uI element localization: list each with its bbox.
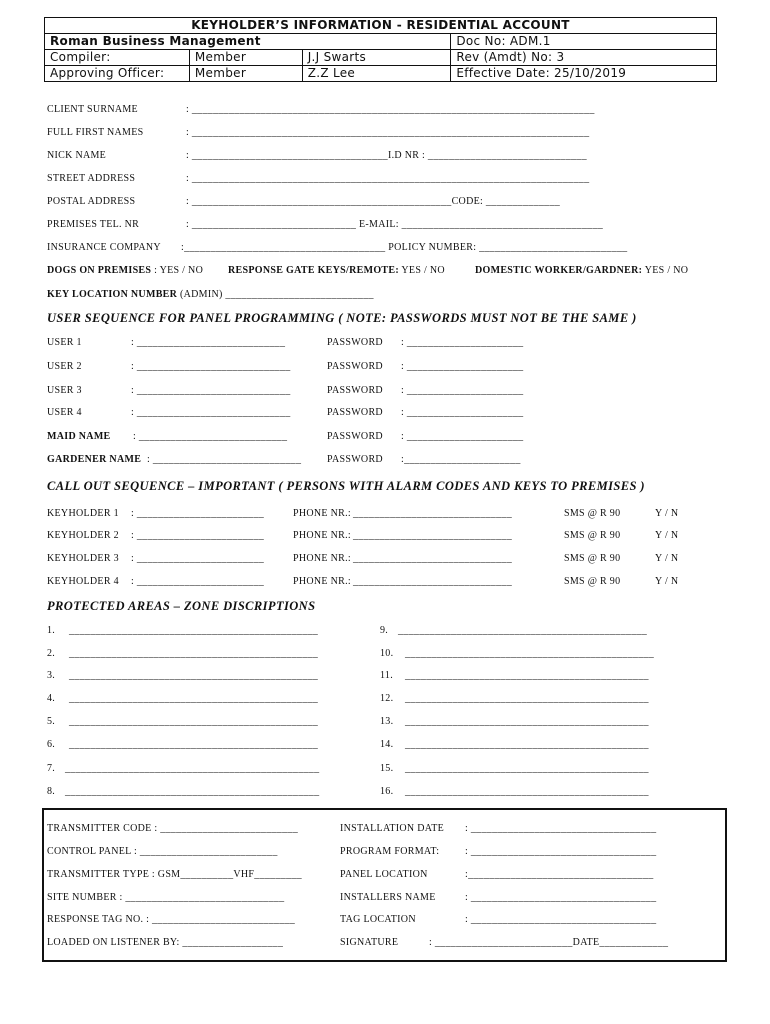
phone-field[interactable]: ______________________________ xyxy=(353,508,512,519)
keyholder-name-field[interactable]: : ________________________ xyxy=(131,530,265,541)
installation-right-label: PROGRAM FORMAT: xyxy=(340,846,440,857)
zone-description-field[interactable]: _______________________________________________ xyxy=(69,693,319,704)
user-label: USER 3 xyxy=(47,385,82,396)
worker-group xyxy=(475,265,688,276)
client-surname-field[interactable]: : ____________________________________________________________________________ xyxy=(186,104,595,115)
user-sequence-heading: USER SEQUENCE FOR PANEL PROGRAMMING ( NOTE: PASSWORDS MUST NOT BE THE SAME ) xyxy=(47,311,637,325)
keyholder-name-field[interactable]: : ________________________ xyxy=(131,508,265,519)
zone-number: 16. xyxy=(380,786,394,797)
key-location-field[interactable]: (ADMIN) ____________________________ xyxy=(177,289,374,300)
zones-heading: PROTECTED AREAS – ZONE DISCRIPTIONS xyxy=(47,599,316,613)
zone-description-field[interactable]: ______________________________________________ xyxy=(405,716,649,727)
gate-keys-label: RESPONSE GATE KEYS/REMOTE: xyxy=(228,265,399,276)
installation-right-field[interactable]: : ___________________________________ xyxy=(465,892,657,903)
doc-number: Doc No: ADM.1 xyxy=(451,34,717,50)
keyholder-label: KEYHOLDER 1 xyxy=(47,508,119,519)
approving-role: Member xyxy=(189,66,302,82)
nick-name-id-field[interactable]: : _____________________________________I.D NR : ______________________________ xyxy=(186,150,587,161)
zone-description-field[interactable]: ______________________________________________ xyxy=(405,786,649,797)
header-table xyxy=(44,17,717,82)
key-location-label: KEY LOCATION NUMBER xyxy=(47,289,178,300)
street-address-label: STREET ADDRESS xyxy=(47,173,136,184)
zone-description-field[interactable]: _______________________________________________ xyxy=(69,670,319,681)
insurance-label: INSURANCE COMPANY xyxy=(47,242,161,253)
zone-number: 3. xyxy=(47,670,56,681)
dogs-label: DOGS ON PREMISES xyxy=(47,265,152,276)
zone-description-field[interactable]: ________________________________________________ xyxy=(65,786,320,797)
zone-description-field[interactable]: ______________________________________________ xyxy=(405,763,649,774)
form-title: KEYHOLDER’S INFORMATION - RESIDENTIAL ACCOUNT xyxy=(45,18,717,34)
nick-name-label: NICK NAME xyxy=(47,150,107,161)
revision-number: Rev (Amdt) No: 3 xyxy=(451,50,717,66)
phone-label: PHONE NR.: xyxy=(293,530,352,541)
zone-number: 8. xyxy=(47,786,56,797)
password-label: PASSWORD xyxy=(327,361,383,372)
call-out-heading: CALL OUT SEQUENCE – IMPORTANT ( PERSONS WITH ALARM CODES AND KEYS TO PREMISES ) xyxy=(47,479,645,493)
phone-field[interactable]: ______________________________ xyxy=(353,530,512,541)
password-field[interactable]: : ______________________ xyxy=(401,361,524,372)
zone-number: 2. xyxy=(47,648,56,659)
zone-description-field[interactable]: _______________________________________________ xyxy=(69,625,319,636)
company-name: Roman Business Management xyxy=(45,34,451,50)
user-label: GARDENER NAME xyxy=(47,454,142,465)
approving-name: Z.Z Lee xyxy=(302,66,451,82)
zone-number: 6. xyxy=(47,739,56,750)
zone-number: 11. xyxy=(380,670,394,681)
keyholder-label: KEYHOLDER 3 xyxy=(47,553,119,564)
premises-tel-label: PREMISES TEL. NR xyxy=(47,219,140,230)
installation-right-label: INSTALLATION DATE xyxy=(340,823,445,834)
password-field[interactable]: : ______________________ xyxy=(401,385,524,396)
user-label: USER 4 xyxy=(47,407,82,418)
compiler-label: Compiler: xyxy=(45,50,190,66)
password-label: PASSWORD xyxy=(327,431,383,442)
yes-no-option[interactable]: Y / N xyxy=(655,508,679,519)
phone-field[interactable]: ______________________________ xyxy=(353,553,512,564)
phone-field[interactable]: ______________________________ xyxy=(353,576,512,587)
key-location-group xyxy=(47,289,374,300)
user-name-field[interactable]: : ____________________________ xyxy=(131,337,286,348)
zone-number: 12. xyxy=(380,693,394,704)
keyholder-name-field[interactable]: : ________________________ xyxy=(131,576,265,587)
user-name-field[interactable]: : _____________________________ xyxy=(131,385,291,396)
zone-description-field[interactable]: ______________________________________________ xyxy=(405,739,649,750)
password-label: PASSWORD xyxy=(327,454,383,465)
phone-label: PHONE NR.: xyxy=(293,576,352,587)
compiler-role: Member xyxy=(189,50,302,66)
installation-right-label: INSTALLERS NAME xyxy=(340,892,436,903)
sms-option[interactable]: SMS @ R 90 xyxy=(564,530,621,541)
user-name-field[interactable]: : _____________________________ xyxy=(131,407,291,418)
zone-number: 1. xyxy=(47,625,56,636)
installation-left-field[interactable]: CONTROL PANEL : __________________________ xyxy=(47,846,278,857)
postal-address-label: POSTAL ADDRESS xyxy=(47,196,136,207)
approving-label: Approving Officer: xyxy=(45,66,190,82)
domestic-worker-yes-no[interactable]: YES / NO xyxy=(642,265,689,276)
phone-label: PHONE NR.: xyxy=(293,553,352,564)
installation-right-label: TAG LOCATION xyxy=(340,914,416,925)
yes-no-option[interactable]: Y / N xyxy=(655,576,679,587)
installation-left-field[interactable]: TRANSMITTER TYPE : GSM__________VHF_________ xyxy=(47,869,302,880)
zone-number: 14. xyxy=(380,739,394,750)
client-surname-label: CLIENT SURNAME xyxy=(47,104,138,115)
password-label: PASSWORD xyxy=(327,385,383,396)
zone-number: 5. xyxy=(47,716,56,727)
zone-description-field[interactable]: _______________________________________________ xyxy=(69,739,319,750)
user-label: MAID NAME xyxy=(47,431,111,442)
sms-option[interactable]: SMS @ R 90 xyxy=(564,508,621,519)
domestic-worker-label: DOMESTIC WORKER/GARDNER: xyxy=(475,265,643,276)
first-names-field[interactable]: : ___________________________________________________________________________ xyxy=(186,127,590,138)
user-name-field[interactable]: : ____________________________ xyxy=(133,431,288,442)
first-names-label: FULL FIRST NAMES xyxy=(47,127,144,138)
password-label: PASSWORD xyxy=(327,407,383,418)
yes-no-option[interactable]: Y / N xyxy=(655,530,679,541)
zone-description-field[interactable]: _______________________________________________ xyxy=(69,716,319,727)
password-field[interactable]: : ______________________ xyxy=(401,407,524,418)
installation-right-field[interactable]: : ___________________________________ xyxy=(465,914,657,925)
password-field[interactable]: : ______________________ xyxy=(401,431,524,442)
premises-tel-email-field[interactable]: : _______________________________ E-MAIL: ______________________________________ xyxy=(186,219,604,230)
user-name-field[interactable]: : ____________________________ xyxy=(147,454,302,465)
installation-left-field[interactable]: SITE NUMBER : ______________________________ xyxy=(47,892,285,903)
installation-left-field[interactable]: TRANSMITTER CODE : __________________________ xyxy=(47,823,298,834)
zone-description-field[interactable]: _______________________________________________ xyxy=(69,648,319,659)
zone-description-field[interactable]: _______________________________________________ xyxy=(398,625,648,636)
zone-number: 13. xyxy=(380,716,394,727)
sms-option[interactable]: SMS @ R 90 xyxy=(564,553,621,564)
installation-left-field[interactable]: LOADED ON LISTENER BY: ___________________ xyxy=(47,937,284,948)
zone-description-field[interactable]: ______________________________________________ xyxy=(405,693,649,704)
phone-label: PHONE NR.: xyxy=(293,508,352,519)
zone-description-field[interactable]: ______________________________________________ xyxy=(405,670,649,681)
installation-right-field[interactable]: :___________________________________ xyxy=(465,869,654,880)
zone-description-field[interactable]: _______________________________________________ xyxy=(405,648,655,659)
street-address-field[interactable]: : ___________________________________________________________________________ xyxy=(186,173,590,184)
insurance-policy-field[interactable]: :______________________________________ POLICY NUMBER: ____________________________ xyxy=(181,242,628,253)
keyholder-name-field[interactable]: : ________________________ xyxy=(131,553,265,564)
installation-right-field[interactable]: : __________________________DATE_____________ xyxy=(429,937,669,948)
dogs-group xyxy=(47,265,203,276)
compiler-name: J.J Swarts xyxy=(302,50,451,66)
zone-number: 10. xyxy=(380,648,394,659)
user-label: USER 2 xyxy=(47,361,82,372)
postal-address-field[interactable]: : _________________________________________________CODE: ______________ xyxy=(186,196,561,207)
password-field[interactable]: :______________________ xyxy=(401,454,521,465)
zone-number: 9. xyxy=(380,625,389,636)
installation-right-field[interactable]: : ___________________________________ xyxy=(465,846,657,857)
installation-right-field[interactable]: : ___________________________________ xyxy=(465,823,657,834)
user-name-field[interactable]: : _____________________________ xyxy=(131,361,291,372)
dogs-yes-no[interactable]: : YES / NO xyxy=(151,265,204,276)
zone-number: 7. xyxy=(47,763,56,774)
zone-description-field[interactable]: ________________________________________________ xyxy=(65,763,320,774)
yes-no-option[interactable]: Y / N xyxy=(655,553,679,564)
gate-group xyxy=(228,265,445,276)
user-label: USER 1 xyxy=(47,337,82,348)
password-label: PASSWORD xyxy=(327,337,383,348)
zone-number: 4. xyxy=(47,693,56,704)
sms-option[interactable]: SMS @ R 90 xyxy=(564,576,621,587)
gate-keys-yes-no[interactable]: YES / NO xyxy=(398,265,445,276)
installation-left-field[interactable]: RESPONSE TAG NO. : ___________________________ xyxy=(47,914,296,925)
keyholder-label: KEYHOLDER 4 xyxy=(47,576,119,587)
effective-date: Effective Date: 25/10/2019 xyxy=(451,66,717,82)
keyholder-label: KEYHOLDER 2 xyxy=(47,530,119,541)
zone-number: 15. xyxy=(380,763,394,774)
password-field[interactable]: : ______________________ xyxy=(401,337,524,348)
installation-right-label: PANEL LOCATION xyxy=(340,869,428,880)
installation-right-label: SIGNATURE xyxy=(340,937,399,948)
